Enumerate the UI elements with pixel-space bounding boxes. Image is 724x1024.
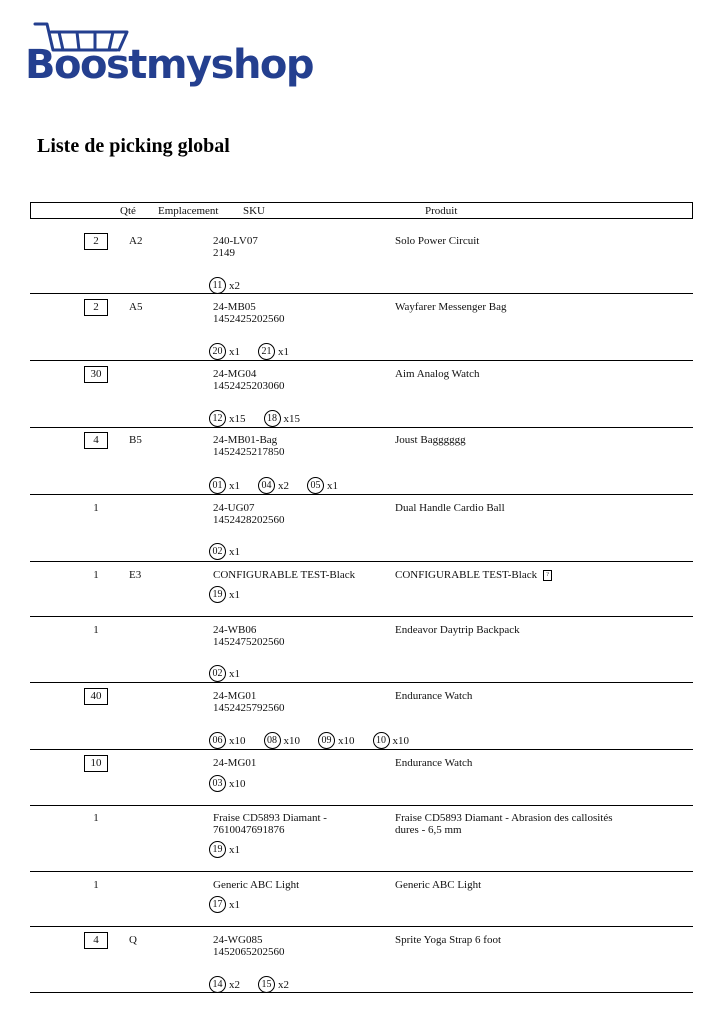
bin-list: [209, 586, 258, 603]
bin-number: 09: [318, 732, 335, 749]
bin-tag: [209, 775, 246, 792]
product-name: [395, 690, 635, 702]
bin-list: [209, 477, 356, 494]
bin-list: [209, 410, 318, 427]
bin-count: x1: [229, 667, 240, 680]
bin-number: 20: [209, 343, 226, 360]
bin-number: 12: [209, 410, 226, 427]
bin-number: 15: [258, 976, 275, 993]
bin-tag: [209, 586, 240, 603]
row-divider: [30, 360, 693, 361]
bin-tag: [209, 543, 240, 560]
bin-list: [209, 543, 258, 560]
qty-value: 1: [93, 879, 99, 891]
qty-value: 10: [84, 755, 108, 772]
barcode-value: 1452428202560: [213, 514, 285, 526]
row-divider: [30, 682, 693, 683]
qty-value: 1: [93, 569, 99, 581]
bin-list: [209, 665, 258, 682]
header-location: Emplacement: [158, 205, 219, 217]
bin-number: 18: [264, 410, 281, 427]
location-value: B5: [129, 434, 142, 446]
bin-count: x1: [229, 843, 240, 856]
product-name-text: Endurance Watch: [395, 690, 473, 702]
bin-number: 17: [209, 896, 226, 913]
qty-value: 1: [93, 624, 99, 636]
bin-count: x2: [229, 978, 240, 991]
sku-value: 24-MG01: [213, 757, 257, 769]
sku-value: 24-MB01-Bag: [213, 434, 278, 446]
sku-value: Generic ABC Light: [213, 879, 300, 891]
bin-tag: [258, 976, 289, 993]
header-sku: SKU: [243, 205, 266, 217]
qty-value: 30: [84, 366, 108, 383]
bin-tag: [209, 277, 240, 294]
row-divider: [30, 616, 693, 617]
bin-tag: [373, 732, 410, 749]
row-divider: [30, 561, 693, 562]
barcode-value: 1452425203060: [213, 380, 285, 392]
bin-count: x10: [229, 734, 246, 747]
table-header: [30, 202, 693, 219]
bin-list: [209, 896, 258, 913]
sku-value: 24-UG07: [213, 502, 255, 514]
product-name-text: Endeavor Daytrip Backpack: [395, 624, 520, 636]
header-qty: Qté: [120, 205, 136, 217]
barcode-value: 7610047691876: [213, 824, 285, 836]
brand-wordmark: Boostmyshop: [25, 42, 314, 88]
bin-count: x2: [278, 479, 289, 492]
sku-value: 24-WG085: [213, 934, 263, 946]
bin-count: x10: [392, 734, 409, 747]
qty-value: 1: [93, 502, 99, 514]
barcode-value: 1452425217850: [213, 446, 285, 458]
bin-count: x1: [278, 345, 289, 358]
location-value: E3: [129, 569, 142, 581]
bin-list: [209, 732, 427, 749]
bin-number: 11: [209, 277, 226, 294]
bin-count: x2: [278, 978, 289, 991]
sku-value: 24-WB06: [213, 624, 257, 636]
bin-count: x1: [229, 898, 240, 911]
bin-list: [209, 277, 258, 294]
bin-number: 14: [209, 976, 226, 993]
sku-value: 240-LV07: [213, 235, 258, 247]
product-name-text: Endurance Watch: [395, 757, 473, 769]
bin-count: x1: [229, 545, 240, 558]
bin-count: x1: [229, 588, 240, 601]
bin-list: [209, 343, 307, 360]
bin-count: x10: [283, 734, 300, 747]
bin-number: 06: [209, 732, 226, 749]
bin-number: 10: [373, 732, 390, 749]
bin-tag: [209, 896, 240, 913]
barcode-value: 1452065202560: [213, 946, 285, 958]
bin-count: x10: [229, 777, 246, 790]
bin-number: 19: [209, 841, 226, 858]
bin-count: x1: [229, 479, 240, 492]
product-name: [395, 235, 635, 247]
product-name: [395, 502, 635, 514]
bin-list: [209, 841, 258, 858]
bin-count: x15: [283, 412, 300, 425]
product-name-text: Generic ABC Light: [395, 879, 482, 891]
bin-count: x1: [229, 345, 240, 358]
qty-value: 2: [84, 233, 108, 250]
row-divider: [30, 494, 693, 495]
bin-number: 02: [209, 543, 226, 560]
qty-value: 4: [84, 432, 108, 449]
product-name-text: Joust Bagggggg: [395, 434, 466, 446]
bin-tag: [209, 841, 240, 858]
sku-value: 24-MG04: [213, 368, 257, 380]
bin-number: 05: [307, 477, 324, 494]
bin-number: 08: [264, 732, 281, 749]
product-name: [395, 757, 635, 769]
product-name: [395, 934, 635, 946]
location-value: Q: [129, 934, 137, 946]
product-name-text: Solo Power Circuit: [395, 235, 480, 247]
product-name-text: Sprite Yoga Strap 6 foot: [395, 934, 502, 946]
barcode-value: 1452425202560: [213, 313, 285, 325]
bin-count: x15: [229, 412, 246, 425]
barcode-value: 1452475202560: [213, 636, 285, 648]
qty-value: 2: [84, 299, 108, 316]
row-divider: [30, 427, 693, 428]
bin-tag: [307, 477, 338, 494]
row-divider: [30, 805, 693, 806]
product-name-text: Wayfarer Messenger Bag: [395, 301, 507, 313]
product-name: [395, 434, 635, 446]
bin-list: [209, 976, 307, 993]
location-value: A2: [129, 235, 143, 247]
row-divider: [30, 749, 693, 750]
header-product: Produit: [425, 205, 458, 217]
unknown-glyph-icon: ?: [543, 570, 552, 581]
bin-tag: [258, 343, 289, 360]
barcode-value: 1452425792560: [213, 702, 285, 714]
bin-tag: [209, 976, 240, 993]
row-divider: [30, 871, 693, 872]
product-name-text: Dual Handle Cardio Ball: [395, 502, 505, 514]
bin-number: 03: [209, 775, 226, 792]
qty-value: 4: [84, 932, 108, 949]
product-name-text: Fraise CD5893 Diamant - Abrasion des callosités dures - 6,5 mm: [395, 812, 613, 836]
bin-number: 21: [258, 343, 275, 360]
bin-tag: [264, 410, 301, 427]
bin-number: 02: [209, 665, 226, 682]
product-name: [395, 301, 635, 313]
bin-tag: [209, 732, 246, 749]
bin-tag: [209, 343, 240, 360]
bin-number: 01: [209, 477, 226, 494]
bin-tag: [209, 410, 246, 427]
row-divider: [30, 293, 693, 294]
bin-tag: [258, 477, 289, 494]
bin-count: x1: [327, 479, 338, 492]
row-divider: [30, 926, 693, 927]
bin-number: 19: [209, 586, 226, 603]
product-name-text: Aim Analog Watch: [395, 368, 480, 380]
product-name: [395, 812, 635, 836]
bin-count: x2: [229, 279, 240, 292]
product-name: [395, 879, 635, 891]
bin-count: x10: [338, 734, 355, 747]
product-name: [395, 368, 635, 380]
bin-tag: [209, 477, 240, 494]
qty-value: 1: [93, 812, 99, 824]
sku-value: Fraise CD5893 Diamant -: [213, 812, 327, 824]
product-name-text: CONFIGURABLE TEST-Black: [395, 569, 538, 581]
row-divider: [30, 992, 693, 993]
bin-tag: [264, 732, 301, 749]
product-name: [395, 624, 635, 636]
bin-tag: [209, 665, 240, 682]
sku-value: 24-MG01: [213, 690, 257, 702]
bin-tag: [318, 732, 355, 749]
location-value: A5: [129, 301, 143, 313]
sku-value: 24-MB05: [213, 301, 256, 313]
barcode-value: 2149: [213, 247, 235, 259]
page-title: Liste de picking global: [37, 135, 230, 157]
brand-logo: [25, 20, 314, 92]
qty-value: 40: [84, 688, 108, 705]
bin-list: [209, 775, 264, 792]
product-name: [395, 569, 635, 581]
sku-value: CONFIGURABLE TEST-Black: [213, 569, 356, 581]
bin-number: 04: [258, 477, 275, 494]
